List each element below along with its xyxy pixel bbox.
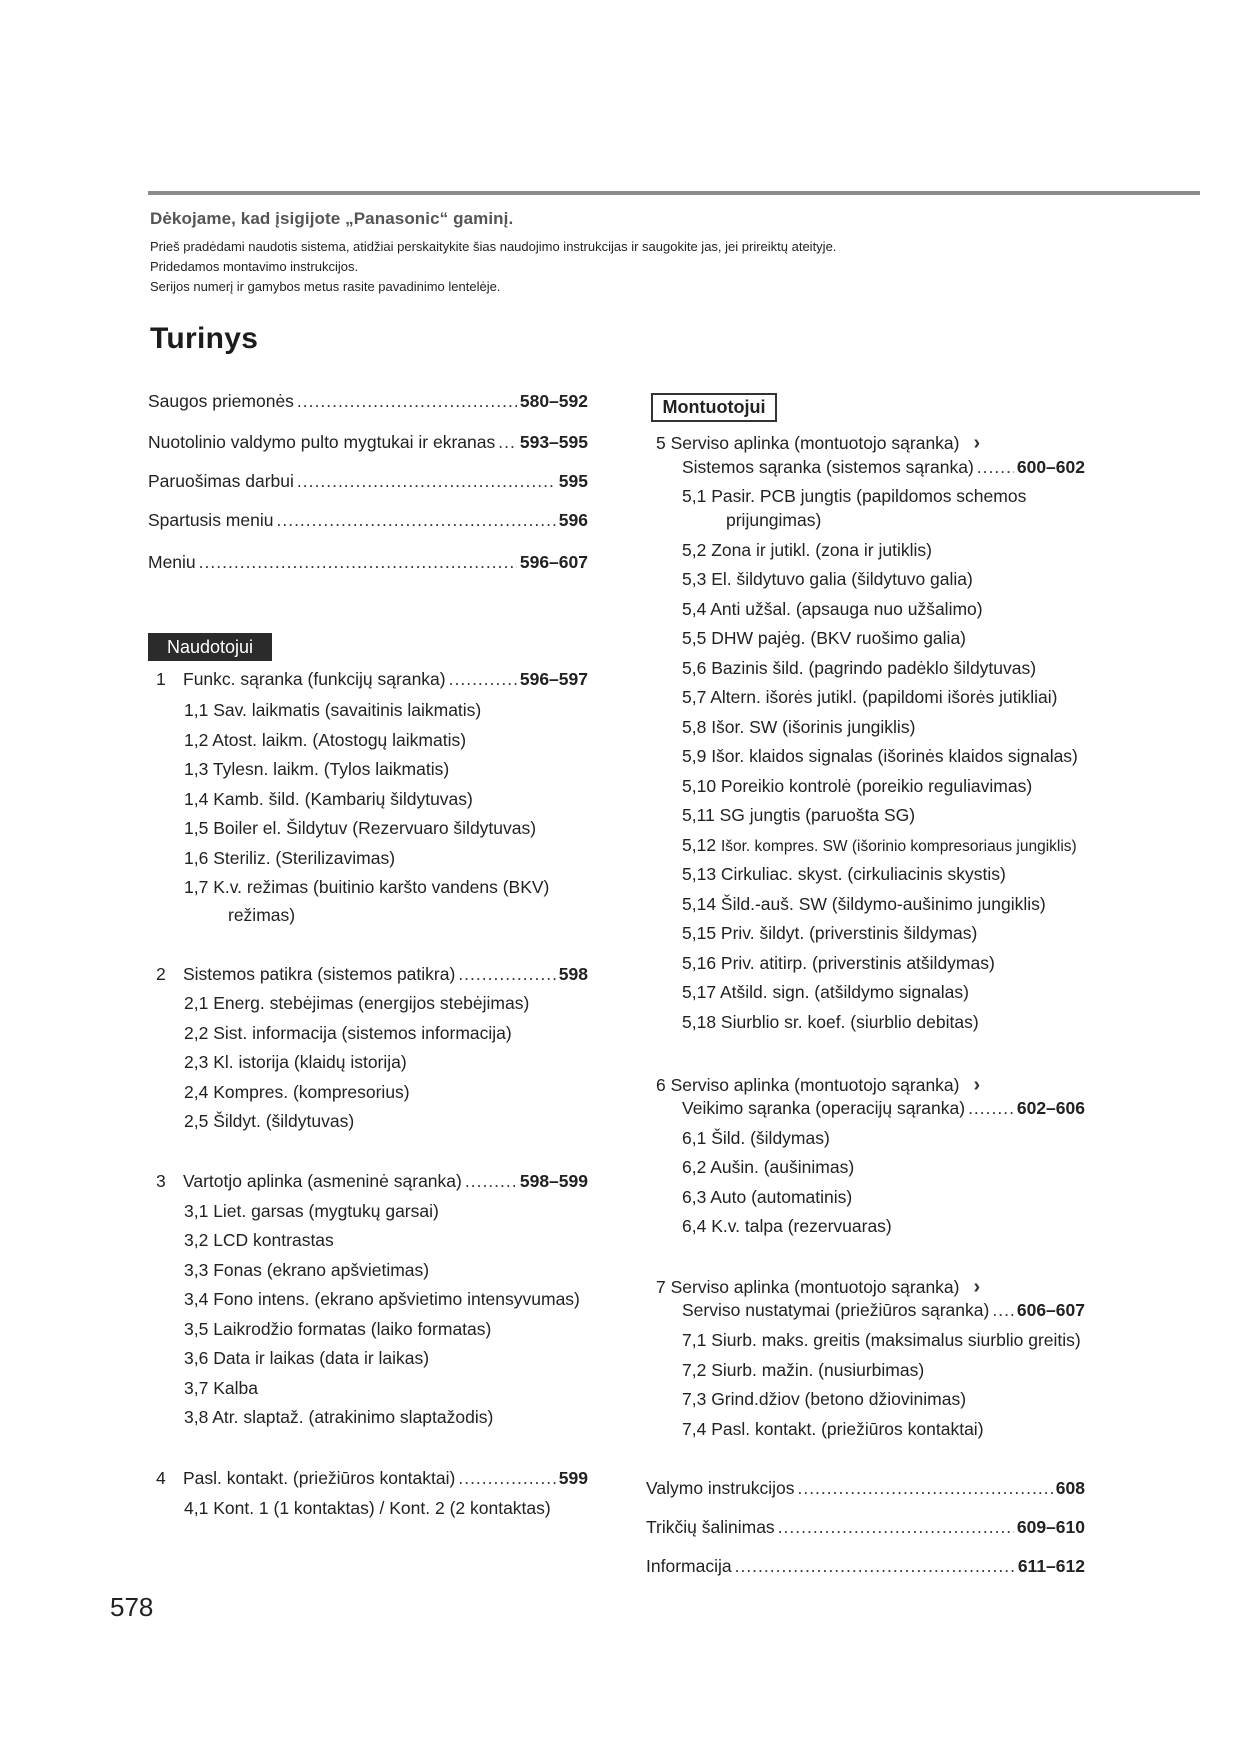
section-number: 4: [156, 1468, 166, 1488]
installer-section-badge: Montuotojui: [651, 393, 777, 422]
toc-label: Informacija: [646, 1556, 732, 1576]
top-rule: [148, 191, 1200, 195]
list-item: 5,16 Priv. atitirp. (priverstinis atšildymas): [682, 953, 995, 973]
list-item: 5,15 Priv. šildyt. (priverstinis šildymas): [682, 923, 978, 943]
toc-label: Sistemos sąranka (sistemos sąranka): [682, 457, 974, 477]
toc-label: Pasl. kontakt. (priežiūros kontaktai): [183, 1468, 456, 1488]
toc-entry[interactable]: [646, 1517, 1085, 1538]
toc-page: 609–610: [1016, 1517, 1085, 1537]
chevron-right-icon: ›: [973, 1276, 981, 1298]
toc-page: 598: [558, 964, 588, 984]
section-heading-label: 5 Serviso aplinka (montuotojo sąranka): [656, 433, 960, 453]
toc-label: Funkc. sąranka (funkcijų sąranka): [183, 669, 446, 689]
list-item: 3,8 Atr. slaptaž. (atrakinimo slaptažodis): [184, 1407, 494, 1427]
list-item: 5,6 Bazinis šild. (pagrindo padėklo šildytuvas): [682, 658, 1037, 678]
list-item: 3,1 Liet. garsas (mygtukų garsai): [184, 1201, 439, 1221]
list-item: 7,4 Pasl. kontakt. (priežiūros kontaktai): [682, 1419, 984, 1439]
list-item: 6,2 Aušin. (aušinimas): [682, 1157, 855, 1177]
toc-page: 600–602: [1016, 457, 1085, 477]
list-item: 6,1 Šild. (šildymas): [682, 1128, 830, 1148]
chevron-right-icon: ›: [973, 1074, 981, 1096]
list-item: 7,3 Grind.džiov (betono džiovinimas): [682, 1389, 967, 1409]
section-heading[interactable]: [656, 432, 980, 455]
list-item: 5,3 El. šildytuvo galia (šildytuvo galia): [682, 569, 973, 589]
list-item: 1,2 Atost. laikm. (Atostogų laikmatis): [184, 730, 467, 750]
toc-label: Trikčių šalinimas: [646, 1517, 775, 1537]
list-item: 3,4 Fono intens. (ekrano apšvietimo intensyvumas): [184, 1289, 580, 1309]
list-item: 5,9 Išor. klaidos signalas (išorinės klaidos signalas): [682, 746, 1078, 766]
section-number: 2: [156, 964, 166, 984]
toc-label: Saugos priemonės: [148, 391, 294, 411]
list-item: režimas): [228, 905, 296, 925]
list-item: 5,17 Atšild. sign. (atšildymo signalas): [682, 982, 969, 1002]
toc-entry[interactable]: [682, 1300, 1085, 1321]
toc-label: Valymo instrukcijos: [646, 1478, 795, 1498]
list-item: 3,6 Data ir laikas (data ir laikas): [184, 1348, 430, 1368]
list-item: 4,1 Kont. 1 (1 kontaktas) / Kont. 2 (2 kontaktas): [184, 1498, 551, 1518]
toc-page: 580–592: [519, 391, 588, 411]
list-item: 6,4 K.v. talpa (rezervuaras): [682, 1216, 892, 1236]
list-item: 5,5 DHW pajėg. (BKV ruošimo galia): [682, 628, 966, 648]
toc-page: 598–599: [519, 1171, 588, 1191]
section-heading[interactable]: [656, 1074, 980, 1097]
user-section-badge: Naudotojui: [148, 633, 272, 661]
section-heading-label: 6 Serviso aplinka (montuotojo sąranka): [656, 1075, 960, 1095]
list-item: 3,7 Kalba: [184, 1378, 258, 1398]
toc-label: Vartotjo aplinka (asmeninė sąranka): [183, 1171, 462, 1191]
toc-entry[interactable]: [183, 1468, 588, 1489]
list-item: 3,2 LCD kontrastas: [184, 1230, 334, 1250]
list-item: 5,11 SG jungtis (paruošta SG): [682, 805, 916, 825]
list-item: 5,1 Pasir. PCB jungtis (papildomos schemos: [682, 486, 1027, 506]
toc-page: 595: [558, 471, 588, 491]
toc-entry[interactable]: [183, 964, 588, 985]
list-item-text: Išor. kompres. SW (išorinio kompresoriaus jungiklis): [720, 838, 1077, 855]
list-item: 5,14 Šild.-auš. SW (šildymo-aušinimo jungiklis): [682, 894, 1046, 914]
chevron-right-icon: ›: [973, 432, 981, 454]
list-item: 1,6 Steriliz. (Sterilizavimas): [184, 848, 396, 868]
toc-entry[interactable]: [148, 432, 588, 453]
section-number: 1: [156, 669, 166, 689]
list-item: 2,1 Energ. stebėjimas (energijos stebėjimas): [184, 993, 530, 1013]
list-item: 5,7 Altern. išorės jutikl. (papildomi išorės jutikliai): [682, 687, 1058, 707]
list-item: 2,3 Kl. istorija (klaidų istorija): [184, 1052, 407, 1072]
list-item: 7,2 Siurb. mažin. (nusiurbimas): [682, 1360, 925, 1380]
list-item: 7,1 Siurb. maks. greitis (maksimalus siurblio greitis): [682, 1330, 1081, 1350]
list-item: 1,1 Sav. laikmatis (savaitinis laikmatis): [184, 700, 482, 720]
toc-label: Veikimo sąranka (operacijų sąranka): [682, 1098, 966, 1118]
toc-label: Nuotolinio valdymo pulto mygtukai ir ekranas: [148, 432, 496, 452]
toc-page: 602–606: [1016, 1098, 1085, 1118]
list-item-number: 5,12: [682, 835, 717, 855]
list-item: 5,13 Cirkuliac. skyst. (cirkuliacinis skystis): [682, 864, 1006, 884]
intro-line: Pridedamos montavimo instrukcijos.: [150, 259, 359, 274]
section-heading[interactable]: [656, 1276, 980, 1299]
list-item: 2,2 Sist. informacija (sistemos informacija): [184, 1023, 512, 1043]
toc-entry[interactable]: [682, 1098, 1085, 1119]
list-item: 5,4 Anti užšal. (apsauga nuo užšalimo): [682, 599, 983, 619]
toc-page: 608: [1055, 1478, 1085, 1498]
section-heading-label: 7 Serviso aplinka (montuotojo sąranka): [656, 1277, 960, 1297]
toc-page: 596–597: [519, 669, 588, 689]
toc-page: 593–595: [519, 432, 588, 452]
list-item: 2,5 Šildyt. (šildytuvas): [184, 1111, 355, 1131]
toc-label: Spartusis meniu: [148, 510, 274, 530]
list-item: [682, 835, 1077, 856]
list-item: 3,3 Fonas (ekrano apšvietimas): [184, 1260, 430, 1280]
toc-entry[interactable]: [148, 552, 588, 573]
toc-page: 596: [558, 510, 588, 530]
toc-label: Meniu: [148, 552, 196, 572]
list-item: 1,4 Kamb. šild. (Kambarių šildytuvas): [184, 789, 473, 809]
toc-entry[interactable]: [148, 510, 588, 531]
list-item: 5,8 Išor. SW (išorinis jungiklis): [682, 717, 916, 737]
page-title: Turinys: [150, 322, 259, 355]
intro-line: Prieš pradėdami naudotis sistema, atidžiai perskaitykite šias naudojimo instrukcijas ir saugokite jas, jei prireiktų ateityje.: [150, 239, 837, 254]
toc-label: Paruošimas darbui: [148, 471, 294, 491]
toc-page: 599: [558, 1468, 588, 1488]
intro-block: [150, 209, 1150, 297]
toc-label: Serviso nustatymai (priežiūros sąranka): [682, 1300, 990, 1320]
toc-page: 611–612: [1017, 1556, 1085, 1576]
list-item: 2,4 Kompres. (kompresorius): [184, 1082, 410, 1102]
toc-entry[interactable]: [646, 1556, 1085, 1577]
list-item: 5,2 Zona ir jutikl. (zona ir jutiklis): [682, 540, 932, 560]
list-item: 1,7 K.v. režimas (buitinio karšto vandens (BKV): [184, 877, 550, 897]
toc-entry[interactable]: [682, 457, 1085, 478]
page-number: 578: [110, 1592, 154, 1622]
section-number: 3: [156, 1171, 166, 1191]
toc-entry[interactable]: [148, 471, 588, 492]
toc-entry[interactable]: [183, 669, 588, 690]
toc-entry[interactable]: [646, 1478, 1085, 1499]
list-item: 3,5 Laikrodžio formatas (laiko formatas): [184, 1319, 492, 1339]
toc-label: Sistemos patikra (sistemos patikra): [183, 964, 456, 984]
list-item: 1,3 Tylesn. laikm. (Tylos laikmatis): [184, 759, 450, 779]
list-item: 1,5 Boiler el. Šildytuv (Rezervuaro šildytuvas): [184, 818, 537, 838]
toc-entry[interactable]: [183, 1171, 588, 1192]
list-item: 5,18 Siurblio sr. koef. (siurblio debitas): [682, 1012, 979, 1032]
toc-page: 596–607: [519, 552, 588, 572]
toc-page: 606–607: [1016, 1300, 1085, 1320]
list-item: 5,10 Poreikio kontrolė (poreikio reguliavimas): [682, 776, 1033, 796]
thanks-heading: Dėkojame, kad įsigijote „Panasonic“ gaminį.: [150, 209, 514, 228]
list-item: 6,3 Auto (automatinis): [682, 1187, 853, 1207]
intro-line: Serijos numerį ir gamybos metus rasite pavadinimo lentelėje.: [150, 279, 501, 294]
list-item: prijungimas): [726, 510, 822, 530]
toc-entry[interactable]: [148, 391, 588, 412]
